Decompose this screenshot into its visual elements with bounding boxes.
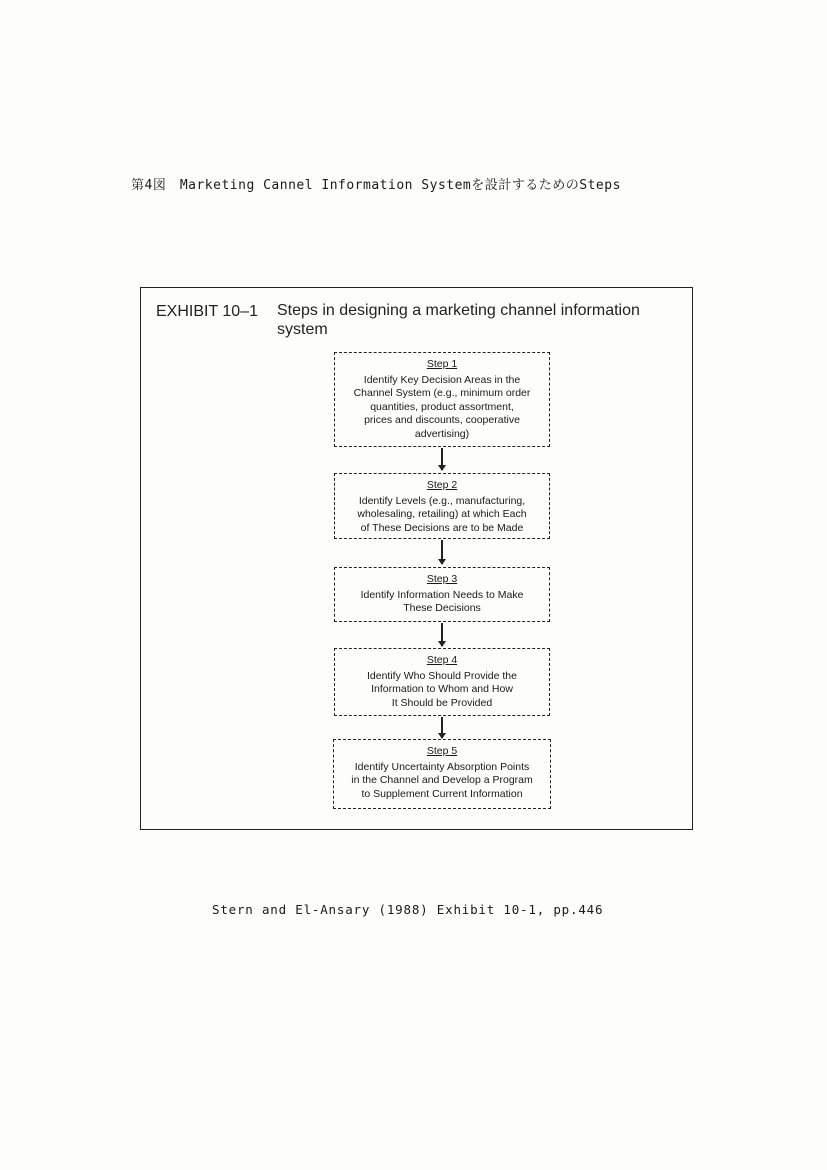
exhibit-frame: [140, 287, 693, 830]
step-1-line: quantities, product assortment,: [370, 400, 514, 413]
arrow-2-to-3: [441, 540, 443, 564]
step-3-line: These Decisions: [403, 602, 481, 614]
step-3-line: Identify Information Needs to Make: [360, 588, 524, 601]
step-4-line: It Should be Provided: [391, 696, 493, 709]
arrow-3-to-4: [441, 623, 443, 646]
step-1-box: [334, 352, 550, 447]
step-2-line: of These Decisions are to be Made: [360, 521, 524, 534]
step-2-line: Identify Levels (e.g., manufacturing,: [358, 494, 526, 507]
step-2-box: [334, 473, 550, 539]
step-4-heading: Step 4: [426, 654, 458, 666]
figure-caption: 第4図 Marketing Cannel Information Systemを設計するためのSteps: [131, 178, 621, 193]
step-5-heading: Step 5: [426, 745, 458, 757]
exhibit-title: Steps in designing a marketing channel information system: [277, 302, 640, 338]
exhibit-label: EXHIBIT 10–1: [156, 303, 258, 320]
step-1-line: prices and discounts, cooperative: [364, 414, 520, 426]
arrow-4-to-5: [441, 717, 443, 738]
step-5-line: to Supplement Current Information: [361, 787, 523, 800]
step-1-heading: Step 1: [426, 358, 458, 370]
step-5-line: in the Channel and Develop a Program: [351, 774, 533, 786]
arrow-1-to-2: [441, 448, 443, 470]
step-4-line: Identify Who Should Provide the: [366, 669, 517, 682]
step-2-heading: Step 2: [426, 479, 458, 491]
step-5-line: Identify Uncertainty Absorption Points: [354, 760, 530, 773]
source-citation: Stern and El-Ansary (1988) Exhibit 10-1, pp.446: [212, 902, 604, 917]
step-3-heading: Step 3: [426, 573, 458, 585]
step-1-line: Identify Key Decision Areas in the: [363, 373, 521, 386]
step-5-box: [333, 739, 551, 809]
step-1-line: advertising): [414, 427, 470, 440]
step-4-line: Information to Whom and How: [371, 683, 513, 695]
step-3-box: [334, 567, 550, 622]
step-1-line: Channel System (e.g., minimum order: [353, 387, 531, 399]
step-2-line: wholesaling, retailing) at which Each: [357, 508, 527, 520]
step-4-box: [334, 648, 550, 716]
